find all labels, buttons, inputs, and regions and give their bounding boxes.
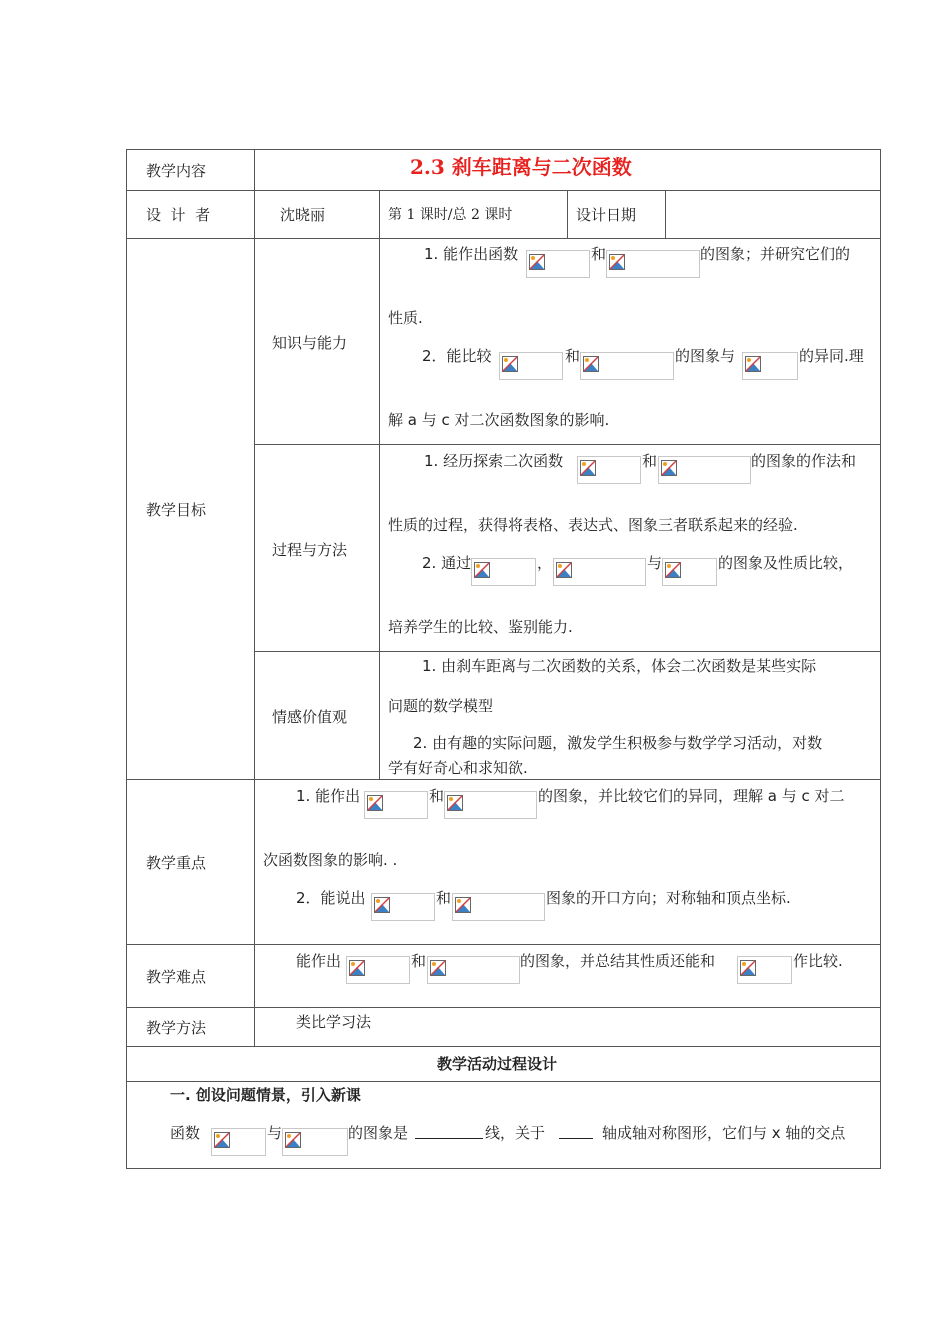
formula-image	[499, 352, 563, 380]
broken-image-icon	[740, 960, 756, 976]
key-points-label: 教学重点	[146, 854, 207, 872]
row-divider	[254, 444, 881, 445]
answer-blank[interactable]	[415, 1124, 483, 1139]
design-date-label: 设计日期	[576, 206, 637, 224]
formula-image	[471, 558, 536, 586]
formula-image	[526, 250, 590, 278]
broken-image-icon	[430, 960, 446, 976]
broken-image-icon	[502, 356, 518, 372]
difficulties-text: 作比较.	[793, 952, 843, 970]
knowledge-line: 性质.	[388, 309, 423, 327]
broken-image-icon	[367, 795, 383, 811]
question-text: 的图象是	[348, 1124, 409, 1142]
broken-image-icon	[665, 562, 681, 578]
process-line: 培养学生的比较、鉴别能力.	[388, 618, 573, 636]
formula-image	[346, 956, 410, 984]
broken-image-icon	[580, 460, 596, 476]
question-text: 线，关于	[485, 1124, 546, 1142]
formula-image	[282, 1128, 348, 1156]
process-line: 性质的过程，获得将表格、表达式、图象三者联系起来的经验.	[388, 516, 798, 534]
method-value: 类比学习法	[296, 1013, 372, 1031]
key-points-line: 和	[429, 787, 445, 805]
process-line: 和	[642, 452, 658, 470]
activity-heading: 教学活动过程设计	[437, 1055, 558, 1073]
knowledge-line: 2．能比较	[422, 347, 492, 365]
key-points-line: 图象的开口方向；对称轴和顶点坐标.	[546, 889, 791, 907]
broken-image-icon	[609, 254, 625, 270]
broken-image-icon	[285, 1132, 301, 1148]
row-divider	[126, 779, 881, 780]
formula-image	[580, 352, 674, 380]
knowledge-line: 1. 能作出函数	[424, 245, 519, 263]
process-label: 过程与方法	[272, 541, 348, 559]
formula-image	[427, 956, 520, 984]
broken-image-icon	[583, 356, 599, 372]
section-heading: 一. 创设问题情景，引入新课	[170, 1086, 361, 1104]
formula-image	[553, 558, 646, 586]
key-points-line: 的图象，并比较它们的异同，理解 a 与 c 对二	[538, 787, 845, 805]
broken-image-icon	[529, 254, 545, 270]
row-divider	[254, 651, 881, 652]
difficulties-label: 教学难点	[146, 968, 207, 986]
knowledge-line: 解 a 与 c 对二次函数图象的影响.	[388, 411, 610, 429]
broken-image-icon	[661, 460, 677, 476]
col-divider	[567, 190, 568, 238]
objectives-label: 教学目标	[146, 501, 207, 519]
knowledge-label: 知识与能力	[272, 334, 348, 352]
knowledge-line: 的图象；并研究它们的	[700, 245, 851, 263]
row-divider	[126, 1081, 881, 1082]
broken-image-icon	[556, 562, 572, 578]
row-divider	[126, 190, 881, 191]
key-points-line: 次函数图象的影响. .	[263, 851, 398, 869]
question-text: 与	[267, 1124, 283, 1142]
formula-image	[452, 893, 545, 921]
row-divider	[126, 1046, 881, 1047]
process-line: 2. 通过	[422, 554, 472, 572]
broken-image-icon	[447, 795, 463, 811]
process-line: ，	[537, 554, 553, 572]
emotion-line: 2. 由有趣的实际问题，激发学生积极参与数学学习活动，对数	[413, 734, 823, 752]
key-points-line: 和	[436, 889, 452, 907]
broken-image-icon	[349, 960, 365, 976]
process-line: 1. 经历探索二次函数	[424, 452, 564, 470]
formula-image	[742, 352, 798, 380]
row-divider	[126, 1007, 881, 1008]
broken-image-icon	[374, 897, 390, 913]
formula-image	[364, 791, 428, 819]
formula-image	[662, 558, 717, 586]
knowledge-line: 和	[565, 347, 581, 365]
formula-image	[737, 956, 792, 984]
difficulties-text: 和	[411, 952, 427, 970]
col-divider	[379, 190, 380, 779]
formula-image	[658, 456, 751, 484]
lesson-count: 第 1 课时/总 2 课时	[388, 207, 513, 223]
method-label: 教学方法	[146, 1019, 207, 1037]
key-points-line: 1. 能作出	[296, 787, 361, 805]
row-divider	[126, 238, 881, 239]
emotion-line: 学有好奇心和求知欲.	[388, 759, 528, 777]
col-divider	[665, 190, 666, 238]
page-title: 2.3 刹车距离与二次函数	[410, 155, 632, 179]
emotion-line: 问题的数学模型	[388, 697, 494, 715]
designer-label: 设 计 者	[146, 206, 211, 224]
difficulties-text: 的图象，并总结其性质还能和	[520, 952, 716, 970]
formula-image	[211, 1128, 266, 1156]
broken-image-icon	[745, 356, 761, 372]
formula-image	[444, 791, 537, 819]
row-divider	[126, 944, 881, 945]
designer-name: 沈晓丽	[280, 206, 326, 224]
emotion-line: 1. 由刹车距离与二次函数的关系，体会二次函数是某些实际	[422, 657, 817, 675]
question-text: 函数	[170, 1124, 201, 1142]
formula-image	[577, 456, 641, 484]
process-line: 的图象及性质比较，	[718, 554, 854, 572]
difficulties-text: 能作出	[296, 952, 342, 970]
answer-blank[interactable]	[559, 1124, 593, 1139]
process-line: 的图象的作法和	[751, 452, 857, 470]
question-text: 轴成轴对称图形，它们与 x 轴的交点	[602, 1124, 846, 1142]
broken-image-icon	[455, 897, 471, 913]
knowledge-line: 和	[591, 245, 607, 263]
key-points-line: 2．能说出	[296, 889, 366, 907]
content-label: 教学内容	[146, 162, 207, 180]
emotion-label: 情感价值观	[272, 708, 348, 726]
formula-image	[371, 893, 435, 921]
broken-image-icon	[214, 1132, 230, 1148]
col-divider	[254, 149, 255, 1047]
formula-image	[606, 250, 700, 278]
process-line: 与	[647, 554, 663, 572]
broken-image-icon	[474, 562, 490, 578]
knowledge-line: 的异同.理	[799, 347, 864, 365]
knowledge-line: 的图象与	[675, 347, 736, 365]
